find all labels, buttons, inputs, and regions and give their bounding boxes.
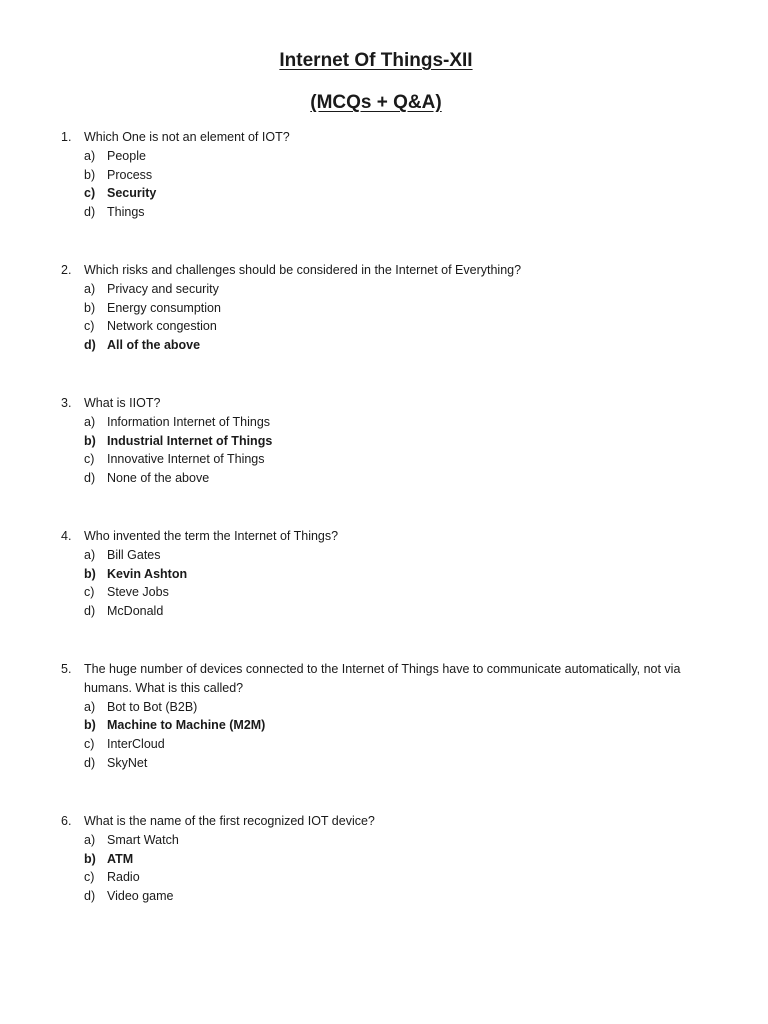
option-letter: c)	[84, 737, 95, 752]
question-3	[0, 394, 768, 488]
option-text: None of the above	[107, 471, 210, 486]
option-b	[0, 716, 768, 735]
option-text: Network congestion	[107, 319, 217, 334]
option-d	[0, 887, 768, 906]
option-letter: a)	[84, 148, 96, 163]
option-c	[0, 184, 768, 203]
option-letter: a)	[84, 699, 96, 714]
question-stem	[0, 812, 724, 831]
document-title: Internet Of Things-XII	[279, 50, 473, 71]
question-text: Which One is not an element of IOT?	[84, 130, 290, 144]
option-letter: d)	[84, 755, 96, 770]
option-a	[0, 280, 768, 299]
question-text: The huge number of devices connected to the Internet of Things have to communicate automatically, not via humans. What is this called?	[84, 662, 681, 695]
option-text: Innovative Internet of Things	[107, 452, 265, 467]
question-number: 6.	[61, 814, 72, 828]
option-letter: c)	[84, 319, 95, 334]
option-text: Machine to Machine (M2M)	[107, 718, 266, 733]
option-letter: b)	[84, 433, 96, 448]
option-letter: a)	[84, 547, 96, 562]
question-stem	[0, 128, 724, 147]
option-d	[0, 203, 768, 222]
option-a	[0, 698, 768, 717]
option-letter: a)	[84, 832, 96, 847]
option-letter: d)	[84, 338, 96, 353]
option-letter: c)	[84, 870, 95, 885]
question-text: Which risks and challenges should be considered in the Internet of Everything?	[84, 263, 522, 277]
option-text: Radio	[107, 870, 140, 885]
option-text: Industrial Internet of Things	[107, 433, 273, 448]
option-c	[0, 735, 768, 754]
option-text: People	[107, 148, 146, 163]
question-text: What is the name of the first recognized IOT device?	[84, 814, 375, 828]
option-letter: d)	[84, 604, 96, 619]
option-a	[0, 413, 768, 432]
option-text: Information Internet of Things	[107, 414, 271, 429]
question-stem	[0, 527, 724, 546]
option-text: Bill Gates	[107, 547, 161, 562]
option-text: Bot to Bot (B2B)	[107, 699, 198, 714]
option-text: SkyNet	[107, 755, 148, 770]
option-text: InterCloud	[107, 737, 165, 752]
option-d	[0, 754, 768, 773]
question-6	[0, 812, 768, 906]
option-letter: a)	[84, 281, 96, 296]
option-letter: d)	[84, 889, 96, 904]
option-letter: b)	[84, 851, 96, 866]
question-2	[0, 261, 768, 355]
document-subtitle: (MCQs + Q&A)	[310, 92, 442, 113]
option-text: McDonald	[107, 604, 164, 619]
option-letter: c)	[84, 585, 95, 600]
option-d	[0, 602, 768, 621]
question-4	[0, 527, 768, 621]
option-letter: d)	[84, 205, 96, 220]
question-1	[0, 128, 768, 222]
option-letter: b)	[84, 167, 96, 182]
option-letter: c)	[84, 186, 96, 201]
option-text: Things	[107, 205, 145, 220]
option-text: Process	[107, 167, 153, 182]
option-letter: c)	[84, 452, 95, 467]
question-stem	[0, 261, 724, 280]
option-letter: b)	[84, 718, 96, 733]
question-number: 1.	[61, 130, 72, 144]
option-text: Energy consumption	[107, 300, 221, 315]
option-text: Privacy and security	[107, 281, 219, 296]
question-number: 2.	[61, 263, 72, 277]
option-c	[0, 450, 768, 469]
option-letter: d)	[84, 471, 96, 486]
option-d	[0, 336, 768, 355]
option-c	[0, 868, 768, 887]
question-stem	[0, 394, 724, 413]
option-b	[0, 565, 768, 584]
option-text: Security	[107, 186, 157, 201]
option-text: Video game	[107, 889, 174, 904]
option-a	[0, 831, 768, 850]
option-letter: b)	[84, 300, 96, 315]
option-a	[0, 147, 768, 166]
question-number: 3.	[61, 396, 72, 410]
option-text: Steve Jobs	[107, 585, 169, 600]
question-stem	[0, 660, 724, 698]
option-c	[0, 317, 768, 336]
option-d	[0, 469, 768, 488]
option-b	[0, 299, 768, 318]
option-letter: a)	[84, 414, 96, 429]
question-text: Who invented the term the Internet of Things?	[84, 529, 339, 543]
option-a	[0, 546, 768, 565]
option-letter: b)	[84, 566, 96, 581]
option-text: Smart Watch	[107, 832, 179, 847]
option-b	[0, 166, 768, 185]
question-number: 5.	[61, 662, 72, 676]
question-text: What is IIOT?	[84, 396, 161, 410]
question-5	[0, 660, 768, 773]
option-b	[0, 850, 768, 869]
option-text: Kevin Ashton	[107, 566, 188, 581]
option-text: ATM	[107, 851, 134, 866]
option-c	[0, 583, 768, 602]
question-number: 4.	[61, 529, 72, 543]
option-text: All of the above	[107, 338, 201, 353]
option-b	[0, 432, 768, 451]
